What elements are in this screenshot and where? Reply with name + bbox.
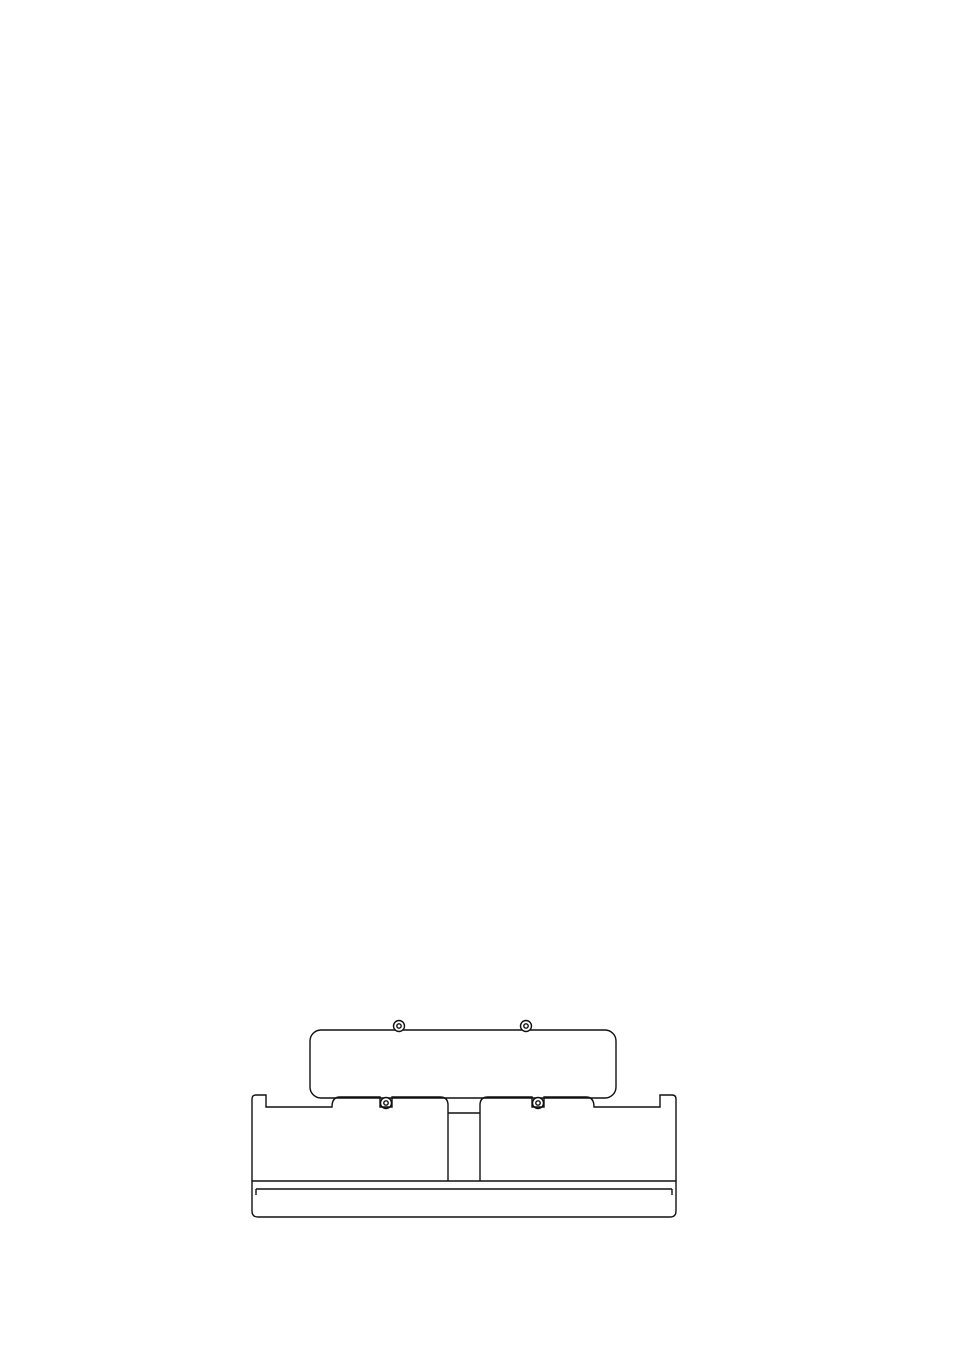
feature-item xyxy=(63,606,837,646)
feature-item xyxy=(63,646,837,686)
feature-item xyxy=(63,806,837,846)
feature-list xyxy=(63,286,837,846)
heatsink-body xyxy=(252,1095,676,1181)
feature-item xyxy=(63,446,837,486)
lens-cover xyxy=(252,1181,676,1217)
feature-item xyxy=(63,286,837,326)
feature-item xyxy=(63,406,837,446)
feature-item xyxy=(63,726,837,766)
feature-item xyxy=(63,686,837,726)
feature-item xyxy=(63,526,837,566)
feature-item xyxy=(63,326,837,366)
psu-box xyxy=(310,1030,616,1098)
feature-item xyxy=(63,566,837,606)
feature-item xyxy=(63,366,837,406)
feature-item xyxy=(63,766,837,806)
feature-item xyxy=(63,486,837,526)
heatsink-top-view-diagram xyxy=(240,975,690,1295)
